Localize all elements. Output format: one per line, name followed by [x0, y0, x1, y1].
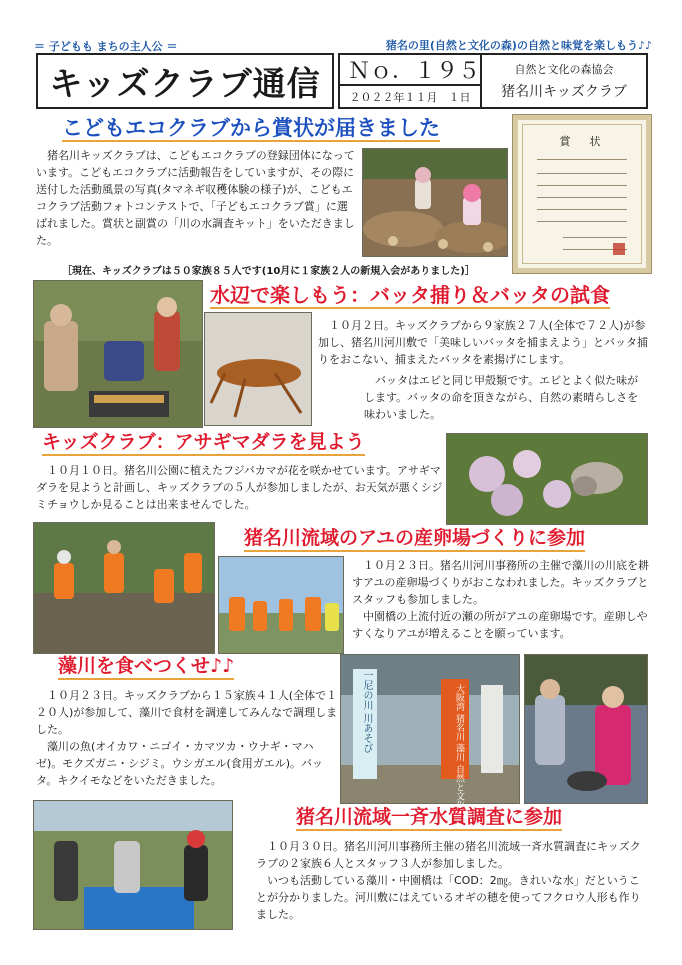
certificate-text-line — [537, 221, 627, 222]
section4-para2: 中園橋の上流付近の瀬の所がアユの産卵場です。産卵しやすくなりアユが増えることを願っています。 — [352, 610, 648, 640]
tagline-left: ＝ 子どもも まちの主人公 ＝ — [34, 40, 178, 53]
section6-body — [256, 838, 650, 923]
section5-body — [36, 687, 338, 789]
water-survey-photo — [33, 800, 233, 930]
river-work-image — [34, 523, 215, 654]
issue-number: Ｎｏ．１９５ — [338, 53, 482, 84]
grasshopper-cooking-image — [34, 281, 203, 428]
section1-heading: こどもエコクラブから賞状が届きました — [62, 116, 440, 142]
onion-harvest-image — [363, 149, 508, 257]
section5-heading: 藻川を食べつくせ♪♪ — [58, 656, 234, 680]
section6-para1: １０月３０日。猪名川河川事務所主催の猪名川流域一斉水質調査にキッズクラブの２家族６人とスタッフ３人が参加しました。 — [256, 840, 641, 870]
certificate-seal — [613, 243, 625, 255]
fried-grasshopper-photo — [204, 312, 312, 426]
section2-body-bottom — [364, 372, 648, 423]
festival-banner-right-text: 大阪湾 猪名川 藻川 自然と文化の森 — [454, 684, 464, 828]
section3-heading: キッズクラブ：アサギマダラを見よう — [42, 432, 365, 456]
section2-heading: 水辺で楽しもう：バッタ捕り＆バッタの試食 — [210, 283, 610, 307]
section5-para1: １０月２３日。キッズクラブから１５家族４１人(全体で１２０人)が参加して、藻川で食材を調達してみんなで調理しました。 — [36, 689, 338, 736]
club-name: 猪名川キッズクラブ — [501, 84, 627, 100]
newsletter-title: キッズクラブ通信 — [36, 53, 334, 109]
section2-para1: １０月２日。キッズクラブから９家族２７人(全体で７２人)が参加し、猪名川河川敷で「美味しいバッタを捕まえよう」とバッタ捕りをおこない、捕まえたバッタを素揚げにします。 — [318, 319, 648, 366]
section6-heading: 猪名川流域一斉水質調査に参加 — [296, 807, 562, 831]
section3-text: １０月１０日。猪名川公園に植えたフジバカマが花を咲かせています。アサギマダラを見ようと計画し、キッズクラブの５人が参加しましたが、お天気が悪くシジミチョウしか見ることは出来ませんでした。 — [36, 464, 443, 511]
section1-text: 猪名川キッズクラブは、こどもエコクラブの登録団体になっています。こどもエコクラブに活動報告をしていますが、その際に送付した活動風景の写真(タマネギ収穫体験の様子)が、こどもエコクラブ活動フォトコンテストで、「子どもエコクラブ賞」に選ばれました。賞状と副賞の「川の水調査キット」をいただきました。 — [36, 149, 355, 247]
section6-para2: いつも活動している藻川・中園橋は「COD：2㎎。きれいな水」だということが分かりました。河川敷にはえているオギの穂を使ってフクロウ人形も作りました。 — [256, 874, 641, 921]
cooking-event-photo — [524, 654, 648, 804]
cooking-event-image — [525, 655, 648, 804]
section4-body — [352, 557, 650, 642]
certificate-image — [513, 115, 651, 273]
section4-para1: １０月２３日。猪名川河川事務所の主催で藻川の川底を耕すアユの産卵場づくりがおこなわれました。キッズクラブとスタッフも参加しました。 — [352, 559, 649, 606]
membership-note: ［現在、キッズクラブは５０家族８５人です(10月に１家族２人の新規入会がありました)］ — [62, 266, 475, 277]
certificate-text-line — [537, 197, 627, 198]
butterfly-flower-image — [447, 434, 648, 525]
certificate-text-line — [537, 159, 627, 160]
group-river-image — [219, 557, 344, 654]
section5-para2: 藻川の魚(オイカワ・ニゴイ・カマツカ・ウナギ・マハゼ)。モクズガニ・シジミ。ウシガエル(食用ガエル)。バッタ。キクイモなどをいただきました。 — [36, 740, 324, 787]
fried-grasshopper-image — [205, 313, 312, 426]
certificate-text-line — [563, 237, 627, 238]
section2-para2: バッタはエビと同じ甲殻類です。エビとよく似た味がします。バッタの命を頂きながら、自然の素晴らしさを味わいました。 — [364, 374, 639, 421]
onion-harvest-photo — [362, 148, 508, 257]
section2-body-top — [318, 317, 648, 368]
group-lifejacket-photo — [218, 556, 344, 654]
section4-heading: 猪名川流域のアユの産卵場づくりに参加 — [244, 528, 585, 552]
tagline-right: 猪名の里(自然と文化の森)の自然と味覚を楽しもう♪♪ — [385, 39, 652, 52]
certificate-text-line — [537, 185, 627, 186]
festival-banner-left-text: 一尼の川 川あそび — [361, 670, 372, 754]
grasshopper-cooking-photo — [33, 280, 203, 428]
butterfly-photo — [446, 433, 648, 525]
organization-box — [482, 53, 648, 109]
ayu-spawning-work-photo — [33, 522, 215, 654]
issue-date: ２０２２年１１月 １日 — [338, 84, 482, 109]
water-survey-image — [34, 801, 233, 930]
certificate-border — [522, 124, 642, 264]
organization-name: 自然と文化の森協会 — [514, 63, 614, 76]
certificate-title: 賞 状 — [559, 135, 605, 148]
certificate-text-line — [537, 173, 627, 174]
section1-body — [36, 147, 356, 249]
section3-body — [36, 462, 444, 513]
certificate-text-line — [537, 209, 627, 210]
